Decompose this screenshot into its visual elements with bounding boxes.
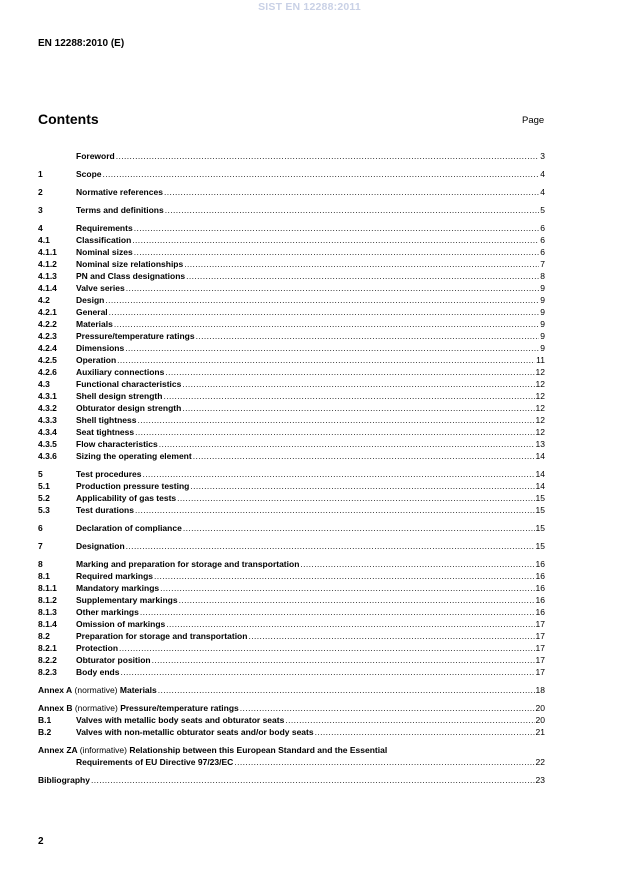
dot-leader [120,666,534,678]
toc-entry[interactable] [38,294,545,306]
toc-entry-number: 4.2.5 [38,355,57,365]
watermark: SIST EN 12288:2011 [258,1,361,13]
toc-entry[interactable] [38,570,545,582]
toc-entry[interactable] [38,774,545,786]
toc-entry[interactable] [38,414,545,426]
toc-entry-title: Other markings [76,607,139,617]
toc-entry[interactable] [38,438,545,450]
dot-leader [165,366,534,378]
toc-entry-page: 17 [535,619,545,629]
toc-entry-title: Pressure/temperature ratings [76,331,195,341]
dot-leader [125,342,539,354]
toc-entry[interactable] [38,222,545,234]
toc-entry-title: Scope [76,169,102,179]
toc-entry-number: 8 [38,559,43,569]
toc-entry-number: 4.2.1 [38,307,57,317]
toc-entry[interactable] [38,378,545,390]
toc-entry-title: Mandatory markings [76,583,160,593]
toc-entry[interactable] [38,204,545,216]
toc-entry-number: 5 [38,469,43,479]
dot-leader [166,618,534,630]
dot-leader [285,714,534,726]
toc-entry-number: 4.2.3 [38,331,57,341]
toc-entry-page: 4 [540,187,545,197]
toc-entry-page: 18 [535,685,545,695]
toc-entry-page: 17 [535,631,545,641]
toc-entry-page: 23 [535,775,545,785]
toc-entry[interactable] [38,354,545,366]
toc-entry-title: Requirements of EU Directive 97/23/EC [76,757,234,767]
toc-entry-page: 15 [535,493,545,503]
toc-entry-page: 4 [540,169,545,179]
toc-entry-title: Shell design strength [76,391,163,401]
dot-leader [126,282,540,294]
toc-entry[interactable] [38,654,545,666]
toc-entry[interactable] [38,756,545,768]
dot-leader [109,306,540,318]
toc-entry-title: Body ends [76,667,120,677]
toc-entry-page: 16 [535,559,545,569]
dot-leader [182,378,534,390]
dot-leader [132,234,539,246]
dot-leader [103,168,540,180]
toc-entry-number: 4.3 [38,379,50,389]
dot-leader [163,390,534,402]
toc-entry-page: 12 [535,391,545,401]
toc-entry-title: Supplementary markings [76,595,178,605]
toc-entry-title: Annex B (normative) Pressure/temperature ratings [38,703,239,713]
toc-entry-title: Terms and definitions [76,205,164,215]
toc-entry-number: 4.3.6 [38,451,57,461]
toc-entry[interactable] [38,594,545,606]
toc-entry[interactable] [38,330,545,342]
toc-entry-title: Nominal size relationships [76,259,184,269]
toc-entry-title: Design [76,295,105,305]
dot-leader [190,480,534,492]
toc-entry-page: 20 [535,703,545,713]
toc-entry[interactable] [38,246,545,258]
page-number: 2 [38,836,44,847]
toc-entry[interactable] [38,666,545,678]
toc-entry-title: Normative references [76,187,163,197]
dot-leader [117,354,535,366]
toc-entry-number: 3 [38,205,43,215]
dot-leader [134,246,540,258]
toc-entry-title: Obturator position [76,655,151,665]
toc-entry-number: 4.1.3 [38,271,57,281]
toc-entry-title: Applicability of gas tests [76,493,177,503]
toc-entry-number: 4.2 [38,295,50,305]
toc-entry-title: Nominal sizes [76,247,133,257]
toc-entry-number: 4.2.4 [38,343,57,353]
toc-entry[interactable] [38,258,545,270]
toc-entry-page: 21 [535,727,545,737]
toc-entry[interactable] [38,726,545,738]
toc-entry[interactable] [38,684,545,696]
toc-entry-page: 9 [540,331,545,341]
toc-entry-page: 12 [535,415,545,425]
annex-kind: (normative) [72,685,120,695]
dot-leader [137,414,534,426]
standard-id: EN 12288:2010 (E) [38,38,125,49]
toc-entry-title: Seat tightness [76,427,135,437]
dot-leader [158,684,535,696]
toc-entry[interactable] [38,402,545,414]
toc-entry-page: 9 [540,283,545,293]
toc-entry-page: 6 [540,223,545,233]
annex-kind: (informative) [79,745,127,755]
toc-entry-page: 5 [540,205,545,215]
toc-entry-page: 8 [540,271,545,281]
toc-entry[interactable] [38,318,545,330]
toc-entry-number: B.2 [38,727,52,737]
toc-entry-number: B.1 [38,715,52,725]
toc-entry-title: Omission of markings [76,619,166,629]
dot-leader [234,756,534,768]
toc-entry-number: 4.3.4 [38,427,57,437]
toc-entry-page: 6 [540,235,545,245]
dot-leader [193,450,535,462]
toc-entry-title: Required markings [76,571,153,581]
dot-leader [240,702,535,714]
toc-entry[interactable] [38,390,545,402]
toc-entry-number: 8.1.4 [38,619,57,629]
toc-entry[interactable] [38,270,545,282]
toc-entry-page: 12 [535,367,545,377]
toc-entry-page: 13 [535,439,545,449]
toc-entry-page: 15 [535,523,545,533]
toc-entry-title: PN and Class designations [76,271,186,281]
toc-entry-number: 8.1.3 [38,607,57,617]
table-of-contents [38,150,545,786]
toc-entry-number: 4.1.2 [38,259,57,269]
toc-entry-title: Foreword [76,151,115,161]
toc-entry-title: Functional characteristics [76,379,182,389]
toc-entry-page: 12 [535,427,545,437]
toc-entry-page: 14 [535,469,545,479]
dot-leader [183,522,535,534]
toc-entry-number: 4.3.2 [38,403,57,413]
dot-leader [126,540,535,552]
dot-leader [248,630,534,642]
toc-entry-page: 22 [535,757,545,767]
toc-entry[interactable] [38,606,545,618]
toc-entry-title: Annex A (normative) Materials [38,685,157,695]
toc-entry-number: 5.3 [38,505,50,515]
toc-entry[interactable] [38,366,545,378]
toc-entry[interactable] [38,168,545,180]
toc-entry-number: 8.1.2 [38,595,57,605]
toc-entry-page: 7 [540,259,545,269]
toc-entry-number: 7 [38,541,43,551]
dot-leader [300,558,534,570]
toc-entry-page: 16 [535,595,545,605]
toc-entry-number: 5.2 [38,493,50,503]
toc-entry-title: General [76,307,108,317]
toc-entry[interactable] [38,630,545,642]
dot-leader [186,270,539,282]
toc-entry-title: Test procedures [76,469,142,479]
dot-leader [152,654,535,666]
toc-entry-page: 20 [535,715,545,725]
toc-entry-annex-za[interactable]: Annex ZA (informative) Relationship between this European Standard and the Essential [38,745,388,755]
toc-entry-title: Protection [76,643,119,653]
dot-leader [315,726,535,738]
toc-entry[interactable] [38,558,545,570]
toc-entry[interactable] [38,702,545,714]
toc-entry-title: Marking and preparation for storage and transportation [76,559,300,569]
dot-leader [134,222,540,234]
toc-entry-number: 8.1.1 [38,583,57,593]
toc-entry-number: 8.1 [38,571,50,581]
toc-entry[interactable] [38,450,545,462]
toc-entry[interactable] [38,342,545,354]
toc-entry[interactable] [38,480,545,492]
toc-entry-number: 4.3.5 [38,439,57,449]
toc-entry-number: 4.2.6 [38,367,57,377]
toc-entry-number: 6 [38,523,43,533]
toc-entry-number: 8.2.1 [38,643,57,653]
toc-entry[interactable] [38,186,545,198]
dot-leader [177,492,534,504]
toc-entry-page: 15 [535,505,545,515]
toc-entry-page: 14 [535,481,545,491]
toc-entry-page: 16 [535,583,545,593]
toc-entry-title: Obturator design strength [76,403,182,413]
toc-entry-number: 8.2.2 [38,655,57,665]
toc-entry[interactable] [38,282,545,294]
toc-entry[interactable] [38,492,545,504]
toc-entry-page: 17 [535,643,545,653]
toc-entry-page: 14 [535,451,545,461]
toc-entry[interactable] [38,714,545,726]
toc-entry-page: 9 [540,343,545,353]
toc-entry-number: 8.2.3 [38,667,57,677]
toc-entry[interactable] [38,306,545,318]
dot-leader [159,438,535,450]
page-column-label: Page [522,115,545,126]
toc-entry-title: Operation [76,355,117,365]
toc-entry-title: Bibliography [38,775,90,785]
toc-entry-number: 4.3.1 [38,391,57,401]
toc-entry-page: 12 [535,379,545,389]
toc-entry-title: Declaration of compliance [76,523,182,533]
dot-leader [135,426,534,438]
toc-entry-page: 11 [536,355,545,365]
toc-entry-title: Flow characteristics [76,439,158,449]
toc-entry-number: 5.1 [38,481,50,491]
toc-entry-number: 4.3.3 [38,415,57,425]
annex-kind: (normative) [72,703,121,713]
toc-entry-number: 4.1.4 [38,283,57,293]
dot-leader [105,294,539,306]
toc-entry-number: 4.1 [38,235,50,245]
toc-entry-page: 9 [540,307,545,317]
dot-leader [91,774,535,786]
toc-entry-number: 4.2.2 [38,319,57,329]
toc-entry-title: Valve series [76,283,125,293]
dot-leader [160,582,534,594]
toc-entry-title: Valves with metallic body seats and obturator seats [76,715,285,725]
dot-leader [116,150,540,162]
toc-entry-title: Test durations [76,505,134,515]
toc-entry-number: 8.2 [38,631,50,641]
page-title: Contents [38,111,99,127]
toc-entry-page: 9 [540,319,545,329]
toc-entry-title: Classification [76,235,132,245]
dot-leader [196,330,540,342]
toc-entry-page: 3 [540,151,545,161]
toc-entry[interactable] [38,150,545,162]
toc-entry-title: Auxiliary connections [76,367,165,377]
toc-entry-title: Sizing the operating element [76,451,192,461]
toc-entry[interactable] [38,582,545,594]
toc-entry-title: Designation [76,541,125,551]
toc-entry[interactable] [38,234,545,246]
toc-entry-title: Dimensions [76,343,125,353]
toc-entry-title: Materials [76,319,113,329]
dot-leader [179,594,535,606]
toc-entry-number: 2 [38,187,43,197]
dot-leader [184,258,539,270]
toc-entry-number: 4.1.1 [38,247,57,257]
toc-entry[interactable] [38,522,545,534]
dot-leader [114,318,539,330]
dot-leader [140,606,535,618]
toc-entry-number: 1 [38,169,43,179]
toc-entry[interactable] [38,642,545,654]
toc-entry-page: 16 [535,571,545,581]
toc-entry[interactable] [38,618,545,630]
dot-leader [182,402,534,414]
toc-entry-title: Shell tightness [76,415,137,425]
toc-entry-page: 16 [535,607,545,617]
toc-entry-page: 12 [535,403,545,413]
toc-entry-title: Requirements [76,223,133,233]
dot-leader [119,642,535,654]
dot-leader [154,570,535,582]
toc-entry-page: 9 [540,295,545,305]
toc-entry-page: 15 [535,541,545,551]
toc-entry[interactable] [38,540,545,552]
dot-leader [143,468,535,480]
toc-entry[interactable] [38,468,545,480]
toc-entry-title: Production pressure testing [76,481,190,491]
dot-leader [165,204,540,216]
toc-entry-page: 6 [540,247,545,257]
toc-entry-number: 4 [38,223,43,233]
toc-entry-title: Preparation for storage and transportation [76,631,248,641]
dot-leader [135,504,535,516]
toc-entry-page: 17 [535,655,545,665]
toc-entry-page: 17 [535,667,545,677]
toc-entry[interactable] [38,504,545,516]
toc-entry-title: Valves with non-metallic obturator seats and/or body seats [76,727,314,737]
toc-entry[interactable] [38,426,545,438]
dot-leader [164,186,539,198]
